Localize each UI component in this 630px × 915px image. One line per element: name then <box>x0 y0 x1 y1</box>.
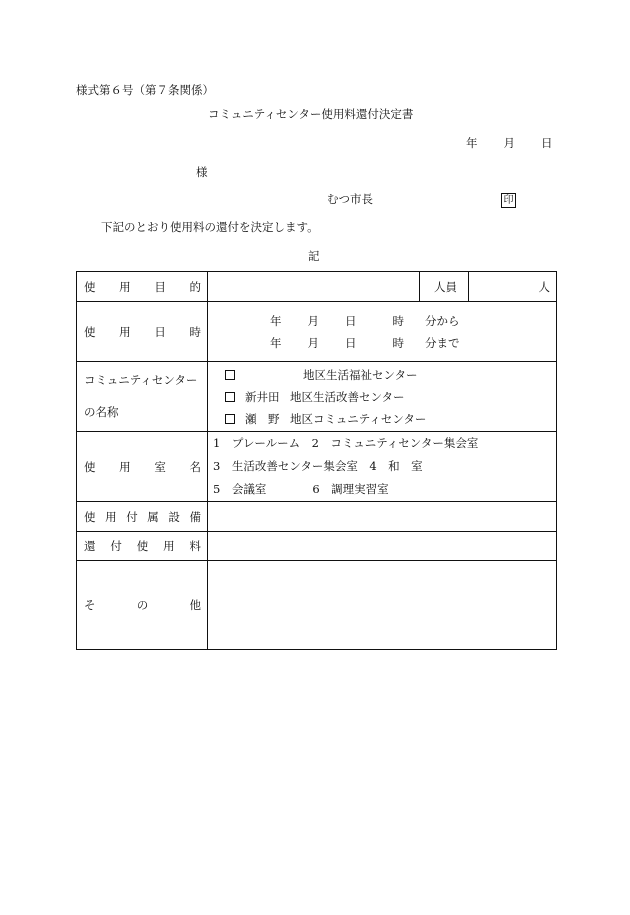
seal-label: 印 <box>503 195 514 206</box>
month-label: 月 <box>503 136 515 150</box>
room-line: 5 会議室 6 調理実習室 <box>213 482 389 496</box>
seal-mark <box>501 193 516 208</box>
room-options <box>208 432 557 502</box>
purpose-label: 使 用 目 的 <box>77 272 208 302</box>
row-refund-fee <box>77 532 557 561</box>
datetime-to: 年 月 日 時 分まで <box>270 335 460 350</box>
refund-fee-label: 還 付 使 用 料 <box>77 532 208 561</box>
refund-form-table <box>76 271 557 650</box>
center-option[interactable]: 地区生活福祉センター <box>208 364 556 386</box>
center-name-label: コミュニティセンター の名称 <box>77 362 208 432</box>
equipment-field[interactable] <box>208 502 557 532</box>
ki-heading: 記 <box>308 249 320 263</box>
form-number: 様式第６号（第７条関係） <box>76 83 214 97</box>
people-unit: 人 <box>538 279 550 294</box>
checkbox-icon[interactable] <box>225 392 235 402</box>
row-purpose <box>77 272 557 302</box>
center-option[interactable]: 新井田 地区生活改善センター <box>208 386 556 408</box>
datetime-label: 使 用 日 時 <box>77 302 208 362</box>
row-room-name <box>77 432 557 502</box>
refund-fee-field[interactable] <box>208 532 557 561</box>
issuer-name: むつ市長 <box>327 192 373 206</box>
room-line: 3 生活改善センター集会室 4 和 室 <box>213 459 423 473</box>
document-title: コミュニティセンター使用料還付決定書 <box>208 107 414 121</box>
datetime-from: 年 月 日 時 分から <box>270 313 460 328</box>
checkbox-icon[interactable] <box>225 414 235 424</box>
addressee-suffix: 様 <box>196 165 208 179</box>
row-other <box>77 561 557 650</box>
row-datetime <box>77 302 557 362</box>
other-field[interactable] <box>208 561 557 650</box>
datetime-field[interactable] <box>208 302 557 362</box>
purpose-field[interactable] <box>208 272 420 302</box>
center-options <box>208 362 557 432</box>
row-equipment <box>77 502 557 532</box>
room-line: 1 プレールーム 2 コミュニティセンター集会室 <box>213 436 479 450</box>
row-center-name <box>77 362 557 432</box>
center-option[interactable]: 瀬 野 地区コミュニティセンター <box>208 408 556 430</box>
checkbox-icon[interactable] <box>225 370 235 380</box>
issue-date <box>466 138 553 150</box>
equipment-label: 使 用 付 属 設 備 <box>77 502 208 532</box>
day-label: 日 <box>541 136 553 150</box>
people-field[interactable] <box>469 272 557 302</box>
other-label: そ の 他 <box>77 561 208 650</box>
intro-text: 下記のとおり使用料の還付を決定します。 <box>101 220 319 234</box>
people-label: 人員 <box>420 272 469 302</box>
room-name-label: 使 用 室 名 <box>77 432 208 502</box>
year-label: 年 <box>466 136 478 150</box>
